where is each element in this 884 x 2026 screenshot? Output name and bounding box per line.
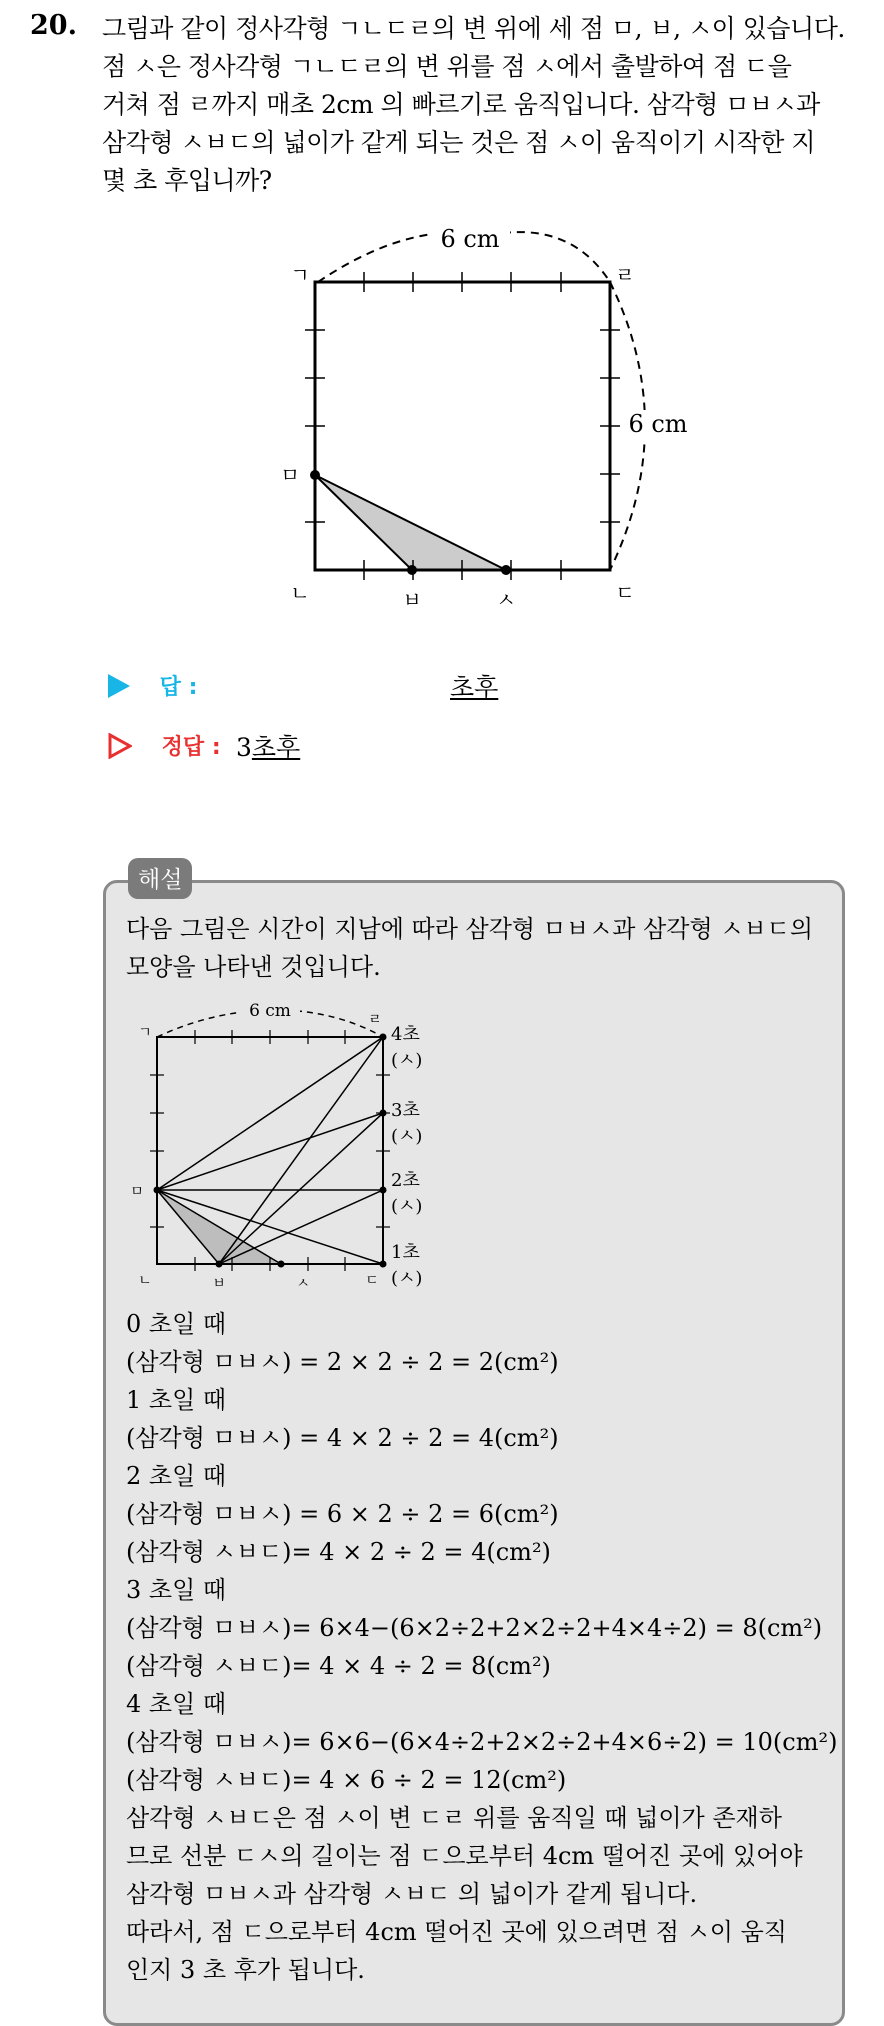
solution-step: (삼각형 ㅅㅂㄷ)= 4 × 4 ÷ 2 = 8(cm²) [126,1652,551,1680]
solution-step: 인지 3 초 후가 됩니다. [126,1956,365,1984]
point-s-2s [380,1187,387,1194]
time-label-1s: 1초 [391,1242,420,1263]
question-line: 거쳐 점 ㄹ까지 매초 2cm 의 빠르기로 움직입니다. 삼각형 ㅁㅂㅅ과 [102,90,820,119]
tick-marks [150,1030,390,1271]
corner-label-top-right: ㄹ [615,263,635,287]
solution-step: 삼각형 ㅁㅂㅅ과 삼각형 ㅅㅂㄷ 의 넓이가 같게 됩니다. [126,1880,698,1908]
point-label-s: ㅅ [496,588,516,612]
time-label-2s: 2초 [391,1170,420,1191]
shaded-triangle [315,475,506,570]
solution-step: 삼각형 ㅅㅂㄷ은 점 ㅅ이 변 ㄷㄹ 위를 움직일 때 넓이가 존재하 [126,1804,782,1832]
solution-step: (삼각형 ㅁㅂㅅ) = 4 × 2 ÷ 2 = 4(cm²) [126,1424,559,1452]
time-label-4s-point: (ㅅ) [391,1050,423,1071]
top-dimension-label: 6 cm [249,1001,291,1021]
top-dimension-label: 6 cm [440,225,500,253]
solution-figure [125,1000,455,1300]
time-labels [391,1024,422,1289]
solution-step: 2 초일 때 [126,1462,227,1490]
corner-label-top-right: ㄹ [368,1012,382,1028]
square [315,282,610,570]
point-b [407,565,417,575]
point-s [278,1261,285,1268]
play-triangle-icon [108,674,130,698]
corner-label-bottom-right: ㄷ [365,1273,379,1289]
correct-answer-label: 정답 : [161,735,221,760]
point-b [216,1261,223,1268]
point-s-4s [380,1034,387,1041]
point-s-3s [380,1110,387,1117]
point-label-m: ㅁ [280,463,300,487]
answer-row [108,670,197,701]
solution-step: (삼각형 ㅅㅂㄷ)= 4 × 2 ÷ 2 = 4(cm²) [126,1538,551,1566]
time-label-1s-point: (ㅅ) [391,1268,423,1289]
solution-step: (삼각형 ㅁㅂㅅ) = 6 × 2 ÷ 2 = 6(cm²) [126,1500,559,1528]
corner-label-top-left: ㄱ [290,263,310,287]
question-line: 점 ㅅ은 정사각형 ㄱㄴㄷㄹ의 변 위를 점 ㅅ에서 출발하여 점 ㄷ을 [102,52,792,81]
solution-step: 3 초일 때 [126,1576,227,1604]
point-label-b: ㅂ [212,1276,226,1292]
solution-step: (삼각형 ㅁㅂㅅ)= 6×6−(6×4÷2+2×2÷2+4×6÷2) = 10(cm²) [126,1728,838,1756]
solution-step: 4 초일 때 [126,1690,227,1718]
solution-step: 따라서, 점 ㄷ으로부터 4cm 떨어진 곳에 있으려면 점 ㅅ이 움직 [126,1918,787,1946]
solution-intro: 다음 그림은 시간이 지남에 따라 삼각형 ㅁㅂㅅ과 삼각형 ㅅㅂㄷ의 모양을 나타낸 것입니다. [126,915,813,981]
point-m [310,470,320,480]
solution-step: 0 초일 때 [126,1310,227,1338]
solution-step: (삼각형 ㅁㅂㅅ) = 2 × 2 ÷ 2 = 2(cm²) [126,1348,559,1376]
corner-label-bottom-right: ㄷ [615,581,635,605]
right-dimension-label: 6 cm [628,410,688,438]
point-s [501,565,511,575]
time-label-4s: 4초 [391,1024,420,1045]
time-label-2s-point: (ㅅ) [391,1196,423,1217]
question-line: 그림과 같이 정사각형 ㄱㄴㄷㄹ의 변 위에 세 점 ㅁ, ㅂ, ㅅ이 있습니다. [102,14,845,43]
time-label-3s-point: (ㅅ) [391,1126,423,1147]
point-s-1s [380,1261,387,1268]
correct-answer-row [108,730,221,761]
correct-answer-number: 3 [236,733,252,762]
solution-steps [126,1305,838,1989]
corner-label-bottom-left: ㄴ [290,581,310,605]
answer-input-blank[interactable]: 초후 [450,673,499,702]
question-text [102,10,858,200]
solution-step: (삼각형 ㅅㅂㄷ)= 4 × 6 ÷ 2 = 12(cm²) [126,1766,567,1794]
correct-answer-unit: 초후 [251,733,301,762]
corner-label-top-left: ㄱ [138,1025,152,1041]
question-number: 20. [30,10,77,41]
tick-marks [305,272,620,580]
question-line: 몇 초 후입니까? [102,166,272,195]
solution-tag: 해설 [128,858,192,899]
correct-answer-value [236,728,300,764]
solution-step: (삼각형 ㅁㅂㅅ)= 6×4−(6×2÷2+2×2÷2+4×4÷2) = 8(cm²) [126,1614,823,1642]
triangle-edges [157,1037,383,1264]
point-label-s: ㅅ [296,1276,310,1292]
solution-step: 므로 선분 ㄷㅅ의 길이는 점 ㄷ으로부터 4cm 떨어진 곳에 있어야 [126,1842,803,1870]
point-label-b: ㅂ [402,588,422,612]
time-label-3s: 3초 [391,1100,420,1121]
question-line: 삼각형 ㅅㅂㄷ의 넓이가 같게 되는 것은 점 ㅅ이 움직이기 시작한 지 [102,128,816,157]
point-m [154,1187,161,1194]
square-figure [280,225,700,625]
answer-label: 답 : [159,675,198,700]
corner-label-bottom-left: ㄴ [138,1273,152,1289]
solution-step: 1 초일 때 [126,1386,227,1414]
outline-triangle-icon [108,733,132,759]
point-label-m: ㅁ [130,1184,144,1200]
